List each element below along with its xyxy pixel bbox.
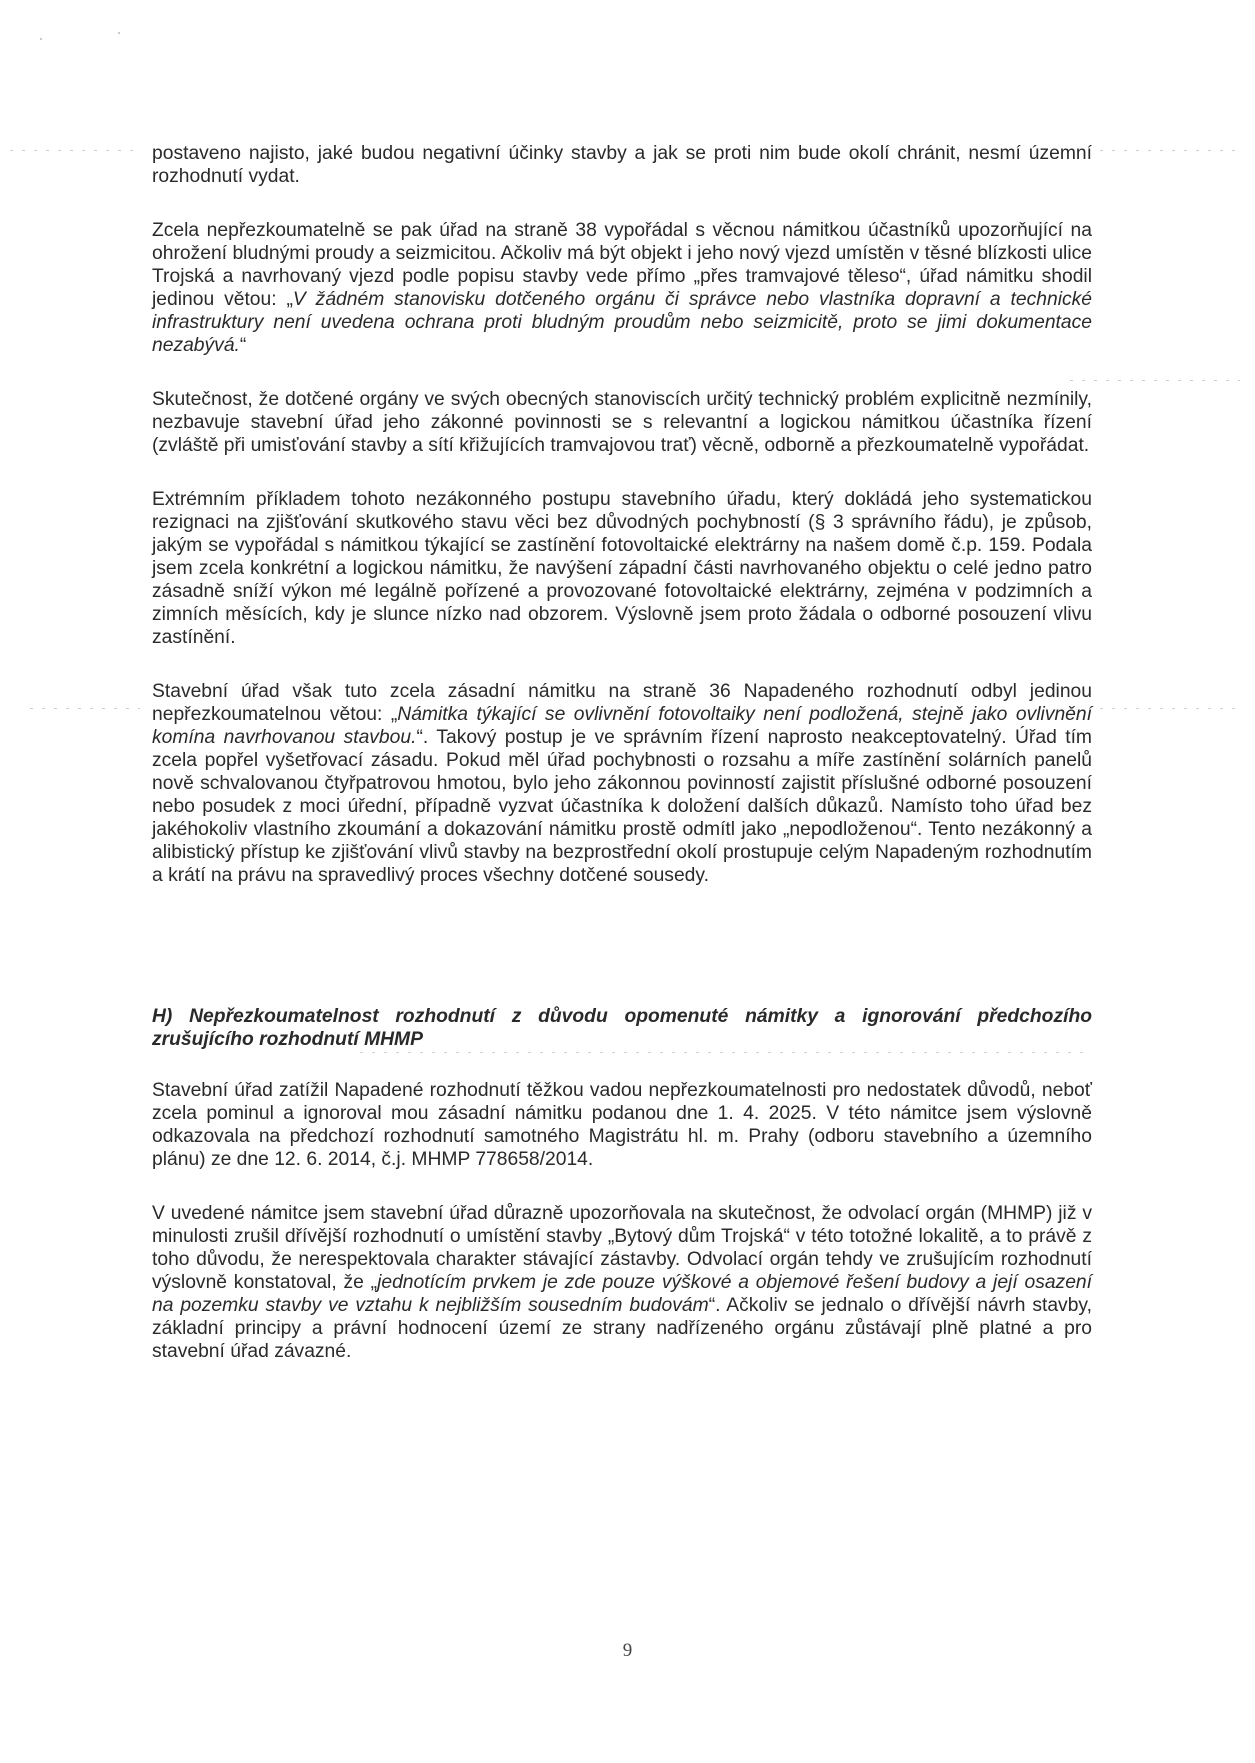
text-run: Stavební úřad však tuto zcela zásadní námitku na straně 36 Napadeného rozhodnutí odbyl jedinou nepřezkoumatelnou větou: „ [152,681,1092,725]
page-number: 9 [622,1640,633,1661]
document-body [152,142,1092,1363]
scan-streak [10,150,140,151]
text-run: “. Takový postup je ve správním řízení naprosto neakceptovatelný. Úřad tím zcela popřel vyšetřovací zásadu. Pokud měl úřad pochybnosti o rozsahu a míře zastínění solárních panelů nově schvalovanou čtyřpatrovou hmotou, bylo jeho zákonnou povinností zajistit příslušné odborné posouzení nebo posudek z moci úřední, případně vyzvat účastníka k doložení dalších důkazů. Namísto toho úřad bez jakéhokoliv vlastního zkoumání a dokazování námitku prostě odmítl jako „nepodloženou“. Tento nezákonný a alibistický přístup ke zjišťování vlivů stavby na bezprostřední okolí prostupuje celým Napadeným rozhodnutím a krátí na právu na spravedlivý proces všechny dotčené sousedy. [152,727,1092,886]
scan-streak [1100,708,1240,709]
paragraph: Stavební úřad zatížil Napadené rozhodnutí těžkou vadou nepřezkoumatelnosti pro nedostatek důvodů, neboť zcela pominul a ignoroval mou zásadní námitku podanou dne 1. 4. 2025. V této námitce jsem výslovně odkazovala na předchozí rozhodnutí samotného Magistrátu hl. m. Prahy (odboru stavebního a územního plánu) ze dne 12. 6. 2014, č.j. MHMP 778658/2014. [152,1080,1092,1170]
paragraph-mhmp [152,1202,1092,1363]
quoted-italic-text: V žádném stanovisku dotčeného orgánu či správce nebo vlastníka dopravní a technické infrastruktury není uvedena ochrana proti bludným proudům nebo seizmicitě, proto se jimi dokumentace nezabývá. [152,289,1093,356]
text-run: V uvedené námitce jsem stavební úřad důrazně upozorňovala na skutečnost, že odvolací orgán (MHMP) již v minulosti zrušil dřívější rozhodnutí o umístění stavby „Bytový dům Trojská“ v této totožné lokalitě, a to právě z toho důvodu, že nerespektovala charakter stávající zástavby. Odvolací orgán tehdy ve zrušujícím rozhodnutí výslovně konstatoval, že „ [152,1203,1092,1293]
paragraph: Skutečnost, že dotčené orgány ve svých obecných stanoviscích určitý technický problém explicitně nezmínily, nezbavuje stavební úřad jeho zákonné povinnosti se s relevantní a logickou námitkou účastníka řízení (zvláště při umisťování stavby a sítí křižujících tramvajovou trať) věcně, odborně a přezkoumatelně vypořádat. [152,389,1092,456]
quoted-italic-text: jednotícím prvkem je zde pouze výškové a objemové řešení budovy a její osazení na pozemku stavby ve vztahu k nejbližším sousedním budovám [152,1272,1093,1316]
paragraph: postaveno najisto, jaké budou negativní účinky stavby a jak se proti nim bude okolí chránit, nesmí územní rozhodnutí vydat. [152,143,1092,187]
scan-speck [118,32,120,34]
scan-streak [1070,380,1240,381]
text-run: “ [239,335,247,356]
scan-speck [40,38,42,40]
text-run: “. Ačkoliv se jednalo o dřívější návrh stavby, základní principy a právní hodnocení území ze strany nadřízeného orgánu zůstávají plně platné a pro stavební úřad závazné. [152,1295,1092,1362]
section-heading: H) Nepřezkoumatelnost rozhodnutí z důvodu opomenuté námitky a ignorování předchozího zrušujícího rozhodnutí MHMP [152,1006,1092,1050]
scan-streak [30,708,140,709]
scan-streak [1100,150,1240,151]
paragraph-fotovoltaika: Extrémním příkladem tohoto nezákonného postupu stavebního úřadu, který dokládá jeho systematickou rezignaci na zjišťování skutkového stavu věci bez důvodných pochybností (§ 3 správního řádu), je způsob, jakým se vypořádal s námitkou týkající se zastínění fotovoltaické elektrárny na našem domě č.p. 159. Podala jsem zcela konkrétní a logickou námitku, že navýšení západní části navrhovaného objektu o celé jedno patro zásadně sníží výkon mé legálně pořízené a provozované fotovoltaické elektrárny, zejména v podzimních a zimních měsících, kdy je slunce nízko nad obzorem. Výslovně jsem proto žádala o odborné posouzení vlivu zastínění. [152,489,1092,648]
paragraph-bludne-proudy [152,219,1092,357]
text-run: Zcela nepřezkoumatelně se pak úřad na straně 38 vypořádal s věcnou námitkou účastníků upozorňující na ohrožení bludnými proudy a seizmicitou. Ačkoliv má být objekt i jeho nový vjezd umístěn v těsné blízkosti ulice Trojská a navrhovaný vjezd podle popisu stavby vede přímo „přes tramvajové těleso“, úřad námitku shodil jedinou větou: „ [152,220,1092,310]
quoted-italic-text: Námitka týkající se ovlivnění fotovoltaiky není podložená, stejně jako ovlivnění komína navrhovanou stavbou. [152,704,1092,748]
paragraph-odmitnuti [152,680,1092,887]
